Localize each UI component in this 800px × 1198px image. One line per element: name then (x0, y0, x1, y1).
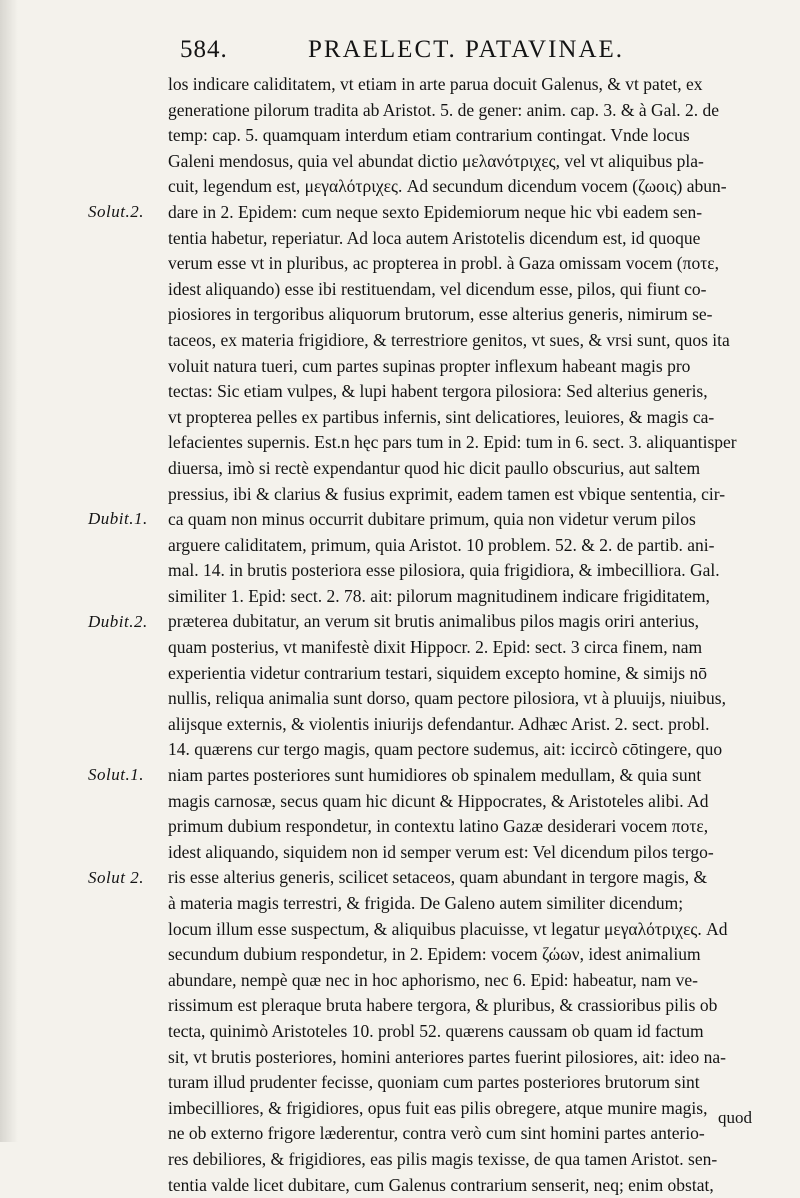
text-line: locum illum esse suspectum, & aliquibus placuisse, vt legatur μεγαλότριχες. Ad (168, 918, 728, 939)
text-line: experientia videtur contrarium testari, siquidem excepto homine, & simijs nō (168, 662, 707, 683)
text-line: temp: cap. 5. quamquam interdum etiam contrarium contingat. Vnde locus (168, 125, 690, 146)
text-line: arguere caliditatem, primum, quia Aristot. 10 problem. 52. & 2. de partib. ani- (168, 534, 715, 555)
margin-note-dubit-1: Dubit.1. (88, 509, 148, 529)
text-line: tentia habetur, reperiatur. Ad loca autem Aristotelis dicendum est, id quoque (168, 227, 701, 248)
text-line: res debiliores, & frigidiores, eas pilis magis texisse, de qua tamen Aristot. sen- (168, 1148, 718, 1169)
text-line: tentia valde licet dubitare, cum Galenus contrarium senserit, neq; enim obstat, (168, 1174, 714, 1195)
text-line: dare in 2. Epidem: cum neque sexto Epidemiorum neque hic vbi eadem sen- (168, 201, 703, 222)
text-line: tectas: Sic etiam vulpes, & lupi habent tergora pilosiora: Sed alterius generis, (168, 381, 708, 402)
body-text (168, 72, 780, 1198)
text-line: imbecilliores, & frigidiores, opus fuit eas pilis obregere, atque munire magis, (168, 1097, 708, 1118)
margin-note-solut-1: Solut.1. (88, 765, 144, 785)
text-line: tecta, quinimò Aristoteles 10. probl 52. quærens caussam ob quam id factum (168, 1020, 704, 1041)
text-line: nullis, reliqua animalia sunt dorso, quam pectore pilosiora, vt à pluuijs, niuibus, (168, 688, 726, 709)
text-line: piosiores in tergoribus aliquorum brutorum, esse alterius generis, nimirum se- (168, 304, 713, 325)
margin-note-dubit-2: Dubit.2. (88, 611, 148, 631)
text-line: similiter 1. Epid: sect. 2. 78. ait: pilorum magnitudinem indicare frigiditatem, (168, 585, 710, 606)
text-line: generatione pilorum tradita ab Aristot. 5. de gener: anim. cap. 3. & à Gal. 2. de (168, 99, 720, 120)
text-line: mal. 14. in brutis posteriora esse pilosiora, quia frigidiora, & imbecilliora. Gal. (168, 560, 720, 581)
text-line: 14. quærens cur tergo magis, quam pectore sudemus, ait: iccircò cōtingere, quo (168, 739, 723, 760)
text-line: idest aliquando) esse ibi restituendam, vel dicendum esse, pilos, qui fiunt co- (168, 278, 707, 299)
margin-note-solut-2b: Solut 2. (88, 867, 144, 887)
text-line: Galeni mendosus, quia vel abundat dictio μελανότριχες, vel vt aliquibus pla- (168, 150, 704, 171)
text-line: diuersa, imò si rectè expendantur quod hic dicit paullo obscurius, aut saltem (168, 457, 701, 478)
catchword: quod (718, 1108, 752, 1127)
page-number: 584. (180, 36, 228, 63)
text-line: sit, vt brutis posteriores, homini anteriores partes fuerint pilosiores, ait: ideo na- (168, 1046, 726, 1067)
text-line: vt propterea pelles ex partibus infernis, sint delicatiores, leuiores, & magis ca- (168, 406, 715, 427)
margin-note-solut-2a: Solut.2. (88, 202, 144, 221)
text-line: magis carnosæ, secus quam hic dicunt & Hippocrates, & Aristoteles alibi. Ad (168, 790, 709, 811)
text-line: ris esse alterius generis, scilicet setaceos, quam abundant in tergore magis, & (168, 867, 708, 888)
text-line: secundum dubium respondetur, in 2. Epidem: vocem ζώων, idest animalium (168, 944, 701, 965)
text-line: turam illud prudenter fecisse, quoniam cum partes posteriores brutorum sint (168, 1072, 700, 1093)
text-line: voluit natura tueri, cum partes supinas propter inflexum habeant magis pro (168, 355, 691, 376)
text-line: primum dubium respondetur, in contextu latino Gazæ desiderari vocem ποτε, (168, 816, 709, 837)
text-line: los indicare caliditatem, vt etiam in arte parua docuit Galenus, & vt patet, ex (168, 74, 703, 94)
text-line: ne ob externo frigore læderentur, contra verò cum sint homini partes anterio- (168, 1123, 705, 1144)
text-line: taceos, ex materia frigidiore, & terrestriore genitos, vt sues, & vrsi sunt, quos ita (168, 329, 730, 350)
text-line: à materia magis terrestri, & frigida. De Galeno autem similiter dicendum; (168, 893, 684, 913)
text-line: ca quam non minus occurrit dubitare primum, quia non videtur verum pilos (168, 509, 696, 530)
running-head: PRAELECT. PATAVINAE. (308, 36, 625, 63)
text-line: idest aliquando, siquidem non id semper verum est: Vel dicendum pilos tergo- (168, 841, 714, 862)
text-line: niam partes posteriores sunt humidiores ob spinalem medullam, & quia sunt (168, 765, 702, 786)
page-gutter-shadow (0, 0, 18, 1142)
text-line: rissimum est pleraque bruta habere tergora, & pluribus, & crassioribus pilis ob (168, 995, 718, 1016)
text-line: præterea dubitatur, an verum sit brutis animalibus pilos magis oriri anterius, (168, 611, 699, 632)
text-line: abundare, nempè quæ nec in hoc aphorismo, nec 6. Epid: habeatur, nam ve- (168, 969, 698, 990)
text-line: pressius, ibi & clarius & fusius exprimit, eadem tamen est vbique sententia, cir- (168, 483, 726, 504)
text-line: quam posterius, vt manifestè dixit Hippocr. 2. Epid: sect. 3 circa finem, nam (168, 637, 703, 658)
text-line: alijsque externis, & violentis iniurijs defendantur. Adhæc Arist. 2. sect. probl. (168, 713, 710, 734)
page-header (180, 36, 740, 70)
text-line: cuit, legendum est, μεγαλότριχες. Ad secundum dicendum vocem (ζωοις) abun- (168, 176, 727, 197)
text-line: lefacientes supernis. Est.n hęc pars tum in 2. Epid: tum in 6. sect. 3. aliquantisper (168, 432, 737, 453)
text-line: verum esse vt in pluribus, ac propterea in probl. à Gaza omissam vocem (ποτε, (168, 253, 719, 274)
